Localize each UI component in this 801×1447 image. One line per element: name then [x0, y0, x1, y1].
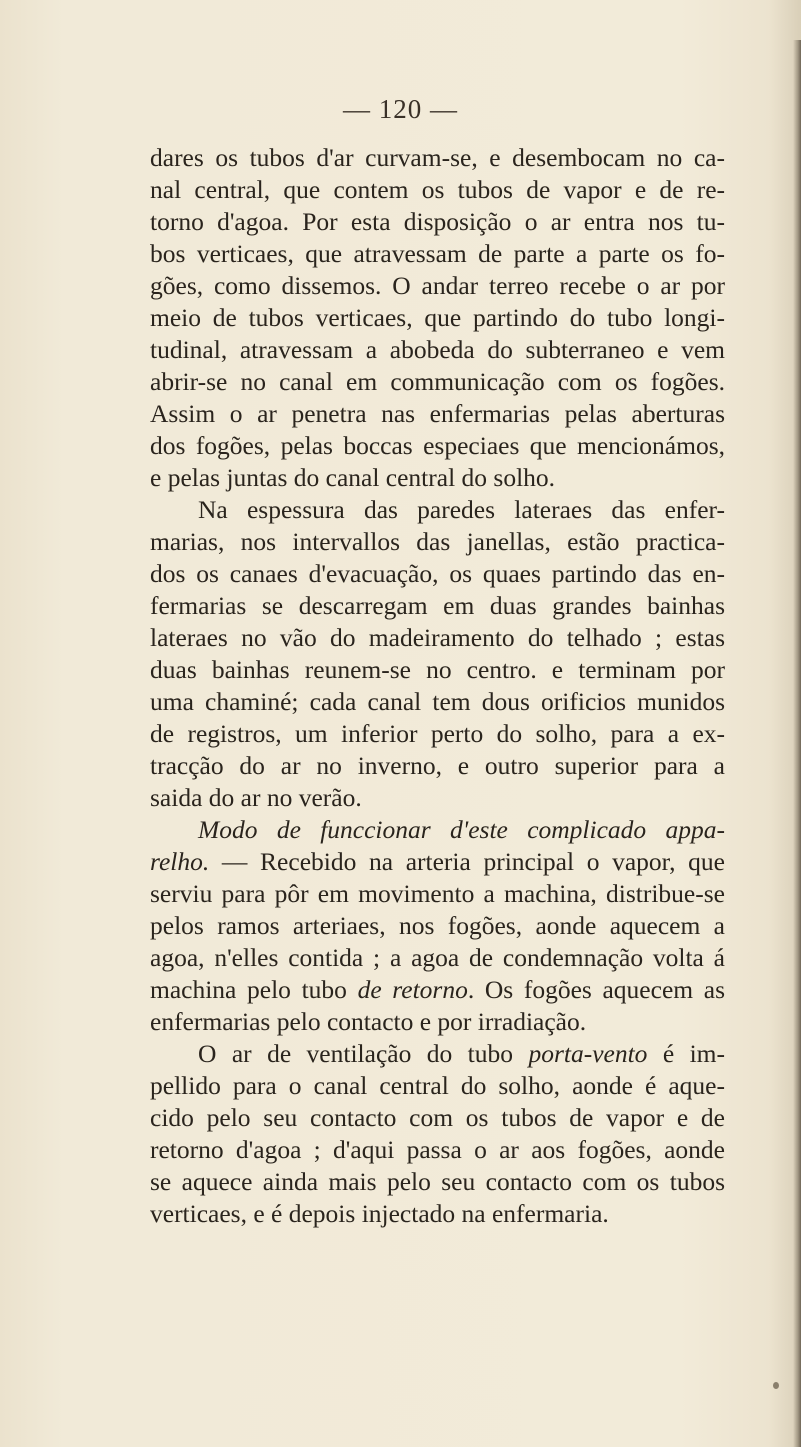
text-line: uma chaminé; cada canal tem dous orificios munidos [150, 687, 725, 716]
text-line: pellido para o canal central do solho, aonde é aque- [150, 1071, 725, 1100]
text-line: se aquece ainda mais pelo seu contacto com os tubos [150, 1167, 725, 1196]
text-line: fermarias se descarregam em duas grandes bainhas [150, 591, 725, 620]
page-edge-shadow [793, 40, 801, 1447]
text-line: meio de tubos verticaes, que partindo do tubo longi- [150, 303, 725, 332]
text-line: saida do ar no verão. [150, 783, 362, 812]
text-line: de registros, um inferior perto do solho, para a ex- [150, 719, 725, 748]
text-line: dos fogões, pelas boccas especiaes que mencionámos, [150, 431, 725, 460]
text-line: verticaes, e é depois injectado na enfermaria. [150, 1199, 609, 1228]
text-span: é im- [647, 1039, 725, 1068]
ink-speck [773, 1382, 779, 1389]
italic-term: de retorno [357, 975, 468, 1004]
text-line: dos os canaes d'evacuação, os quaes partindo das en- [150, 559, 725, 588]
text-span: . Os fogões aquecem as [467, 975, 725, 1004]
text-line [150, 846, 725, 878]
text-line [150, 974, 725, 1006]
text-line: tudinal, atravessam a abobeda do subterraneo e vem [150, 335, 725, 364]
text-line: nal central, que contem os tubos de vapor e de re- [150, 175, 725, 204]
text-line: Assim o ar penetra nas enfermarias pelas aberturas [150, 399, 725, 428]
text-line: serviu para pôr em movimento a machina, distribue-se [150, 879, 725, 908]
page-number: — 120 — [343, 94, 458, 124]
text-line: dares os tubos d'ar curvam-se, e desembocam no ca- [150, 143, 725, 172]
text-span: O ar de ventilação do tubo [198, 1039, 529, 1068]
text-line: retorno d'agoa ; d'aqui passa o ar aos fogões, aonde [150, 1135, 725, 1164]
text-line: marias, nos intervallos das janellas, estão practica- [150, 527, 725, 556]
text-line: duas bainhas reunem-se no centro. e terminam por [150, 655, 725, 684]
text-line: lateraes no vão do madeiramento do telhado ; estas [150, 623, 725, 652]
text-line: enfermarias pelo contacto e por irradiação. [150, 1007, 587, 1036]
text-line: e pelas juntas do canal central do solho. [150, 463, 556, 492]
italic-heading: Modo de funccionar d'este complicado appa- [198, 815, 725, 844]
text-line: agoa, n'elles contida ; a agoa de condemnação volta á [150, 943, 725, 972]
text-line [150, 1038, 725, 1070]
text-line: pelos ramos arteriaes, nos fogões, aonde aquecem a [150, 911, 725, 940]
text-line: bos verticaes, que atravessam de parte a parte os fo- [150, 239, 725, 268]
italic-heading: relho. [150, 847, 210, 876]
italic-term: porta-vento [528, 1039, 648, 1068]
text-line: cido pelo seu contacto com os tubos de vapor e de [150, 1103, 725, 1132]
text-line: abrir-se no canal em communicação com os fogões. [150, 367, 725, 396]
body-text [150, 142, 725, 1230]
text-line: tracção do ar no inverno, e outro superior para a [150, 751, 725, 780]
text-line: gões, como dissemos. O andar terreo recebe o ar por [150, 271, 725, 300]
text-span: machina pelo tubo [150, 975, 358, 1004]
text-line [150, 814, 725, 846]
text-line: torno d'agoa. Por esta disposição o ar entra nos tu- [150, 207, 725, 236]
text-line: Na espessura das paredes lateraes das enfer- [198, 495, 725, 524]
text-span: — Recebido na arteria principal o vapor, que [209, 847, 725, 876]
